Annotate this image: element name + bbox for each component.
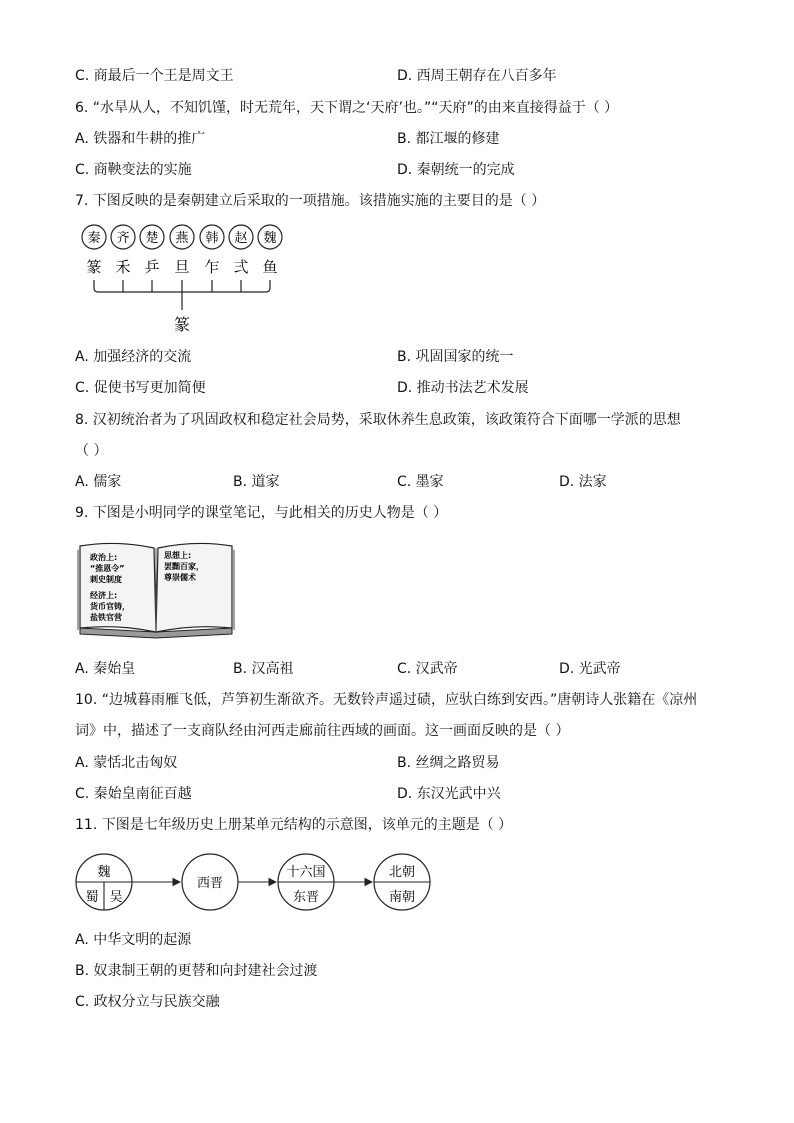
bracket-connector [94, 280, 270, 310]
state-qin: 秦 [87, 231, 101, 246]
q5-option-c: C. 商最后一个王是周文王 [75, 68, 234, 84]
q11-option-b: B. 奴隶制王朝的更替和向封建社会过渡 [75, 963, 318, 979]
q7-option-b: B. 巩固国家的统一 [397, 349, 514, 365]
script-qi: 禾 [115, 258, 131, 276]
state-yan: 燕 [175, 231, 189, 246]
q10-option-b: B. 丝绸之路贸易 [397, 755, 500, 771]
unified-seal-script: 篆 [173, 315, 191, 334]
notes-politics-label: 政治上: [90, 553, 118, 562]
notes-currency: 货币官铸， [90, 602, 130, 611]
q8-option-b: B. 道家 [233, 474, 280, 490]
beichao-label: 北朝 [388, 865, 416, 880]
q6-option-d: D. 秦朝统一的完成 [397, 162, 515, 178]
notes-tuien-ling: “推恩令” [90, 564, 125, 573]
sixteen-kingdoms-label: 十六国 [286, 865, 326, 880]
q6-option-c: C. 商鞅变法的实施 [75, 162, 192, 178]
wu-label: 吴 [109, 890, 123, 905]
q6-option-a: A. 铁器和牛耕的推广 [75, 131, 206, 147]
state-wei: 魏 [263, 231, 277, 246]
q10-option-d: D. 东汉光武中兴 [397, 786, 501, 802]
q11-option-a: A. 中华文明的起源 [75, 932, 192, 948]
notes-economy-label: 经济上: [90, 591, 118, 600]
state-han: 韩 [205, 231, 219, 246]
q7-script-unification-figure [78, 222, 288, 342]
q11-unit-structure-diagram [74, 850, 436, 916]
notes-salt-iron: 盐铁官营 [90, 613, 122, 622]
q8-stem-line2: （ ） [75, 443, 108, 459]
q11-stem: 11. 下图是七年级历史上册某单元结构的示意图，该单元的主题是（ ） [75, 817, 513, 833]
q8-option-d: D. 法家 [559, 474, 607, 490]
q8-option-a: A. 儒家 [75, 474, 122, 490]
q9-option-c: C. 汉武帝 [397, 661, 458, 677]
q7-option-d: D. 推动书法艺术发展 [397, 380, 529, 396]
q9-option-b: B. 汉高祖 [233, 661, 294, 677]
q10-stem-line1: 10. “边城暮雨雁飞低，芦笋初生渐欲齐。无数铃声遥过碛，应驮白练到安西。”唐朝诗人张籍在《凉州 [75, 692, 698, 708]
wei-label: 魏 [97, 865, 111, 880]
script-qin: 篆 [86, 258, 102, 276]
script-wei: 鱼 [262, 258, 278, 276]
q7-option-a: A. 加强经济的交流 [75, 349, 192, 365]
script-yan: 旦 [174, 258, 190, 276]
q6-stem: 6. “水旱从人，不知饥馑，时无荒年，天下谓之‘天府’也。”“天府”的由来直接得益于（ ） [75, 100, 619, 116]
state-chu: 楚 [145, 231, 159, 246]
q10-option-a: A. 蒙恬北击匈奴 [75, 755, 178, 771]
q10-stem-line2: 词》中，描述了一支商队经由河西走廊前往西域的画面。这一画面反映的是（ ） [75, 723, 570, 739]
notes-thought-label: 思想上: [164, 551, 192, 560]
q7-stem: 7. 下图反映的是秦朝建立后采取的一项措施。该措施实施的主要目的是（ ） [75, 193, 546, 209]
state-qi: 齐 [116, 231, 130, 246]
q9-option-a: A. 秦始皇 [75, 661, 136, 677]
nanchao-label: 南朝 [388, 890, 416, 905]
script-chu: 乒 [144, 258, 160, 276]
script-zhao: 弍 [233, 258, 249, 276]
q9-stem: 9. 下图是小明同学的课堂笔记，与此相关的历史人物是（ ） [75, 505, 448, 521]
xijin-label: 西晋 [196, 876, 224, 891]
q9-option-d: D. 光武帝 [559, 661, 621, 677]
notes-cishi-system: 刺史制度 [90, 575, 122, 584]
script-han: 乍 [204, 258, 220, 276]
q8-stem-line1: 8. 汉初统治者为了巩固政权和稳定社会局势，采取休养生息政策，该政策符合下面哪一学派的思想 [75, 412, 681, 428]
state-zhao: 赵 [234, 231, 248, 246]
q11-option-c: C. 政权分立与民族交融 [75, 994, 220, 1010]
dongjin-label: 东晋 [292, 890, 320, 905]
notes-bachu-baijia: 罢黜百家， [164, 562, 204, 571]
q7-option-c: C. 促使书写更加简便 [75, 380, 206, 396]
q9-notebook-figure [76, 538, 238, 643]
notes-zunchong-rushu: 尊崇儒术 [164, 573, 196, 582]
q6-option-b: B. 都江堰的修建 [397, 131, 500, 147]
q8-option-c: C. 墨家 [397, 474, 444, 490]
shu-label: 蜀 [85, 890, 99, 905]
q5-option-d: D. 西周王朝存在八百多年 [397, 68, 557, 84]
q10-option-c: C. 秦始皇南征百越 [75, 786, 192, 802]
